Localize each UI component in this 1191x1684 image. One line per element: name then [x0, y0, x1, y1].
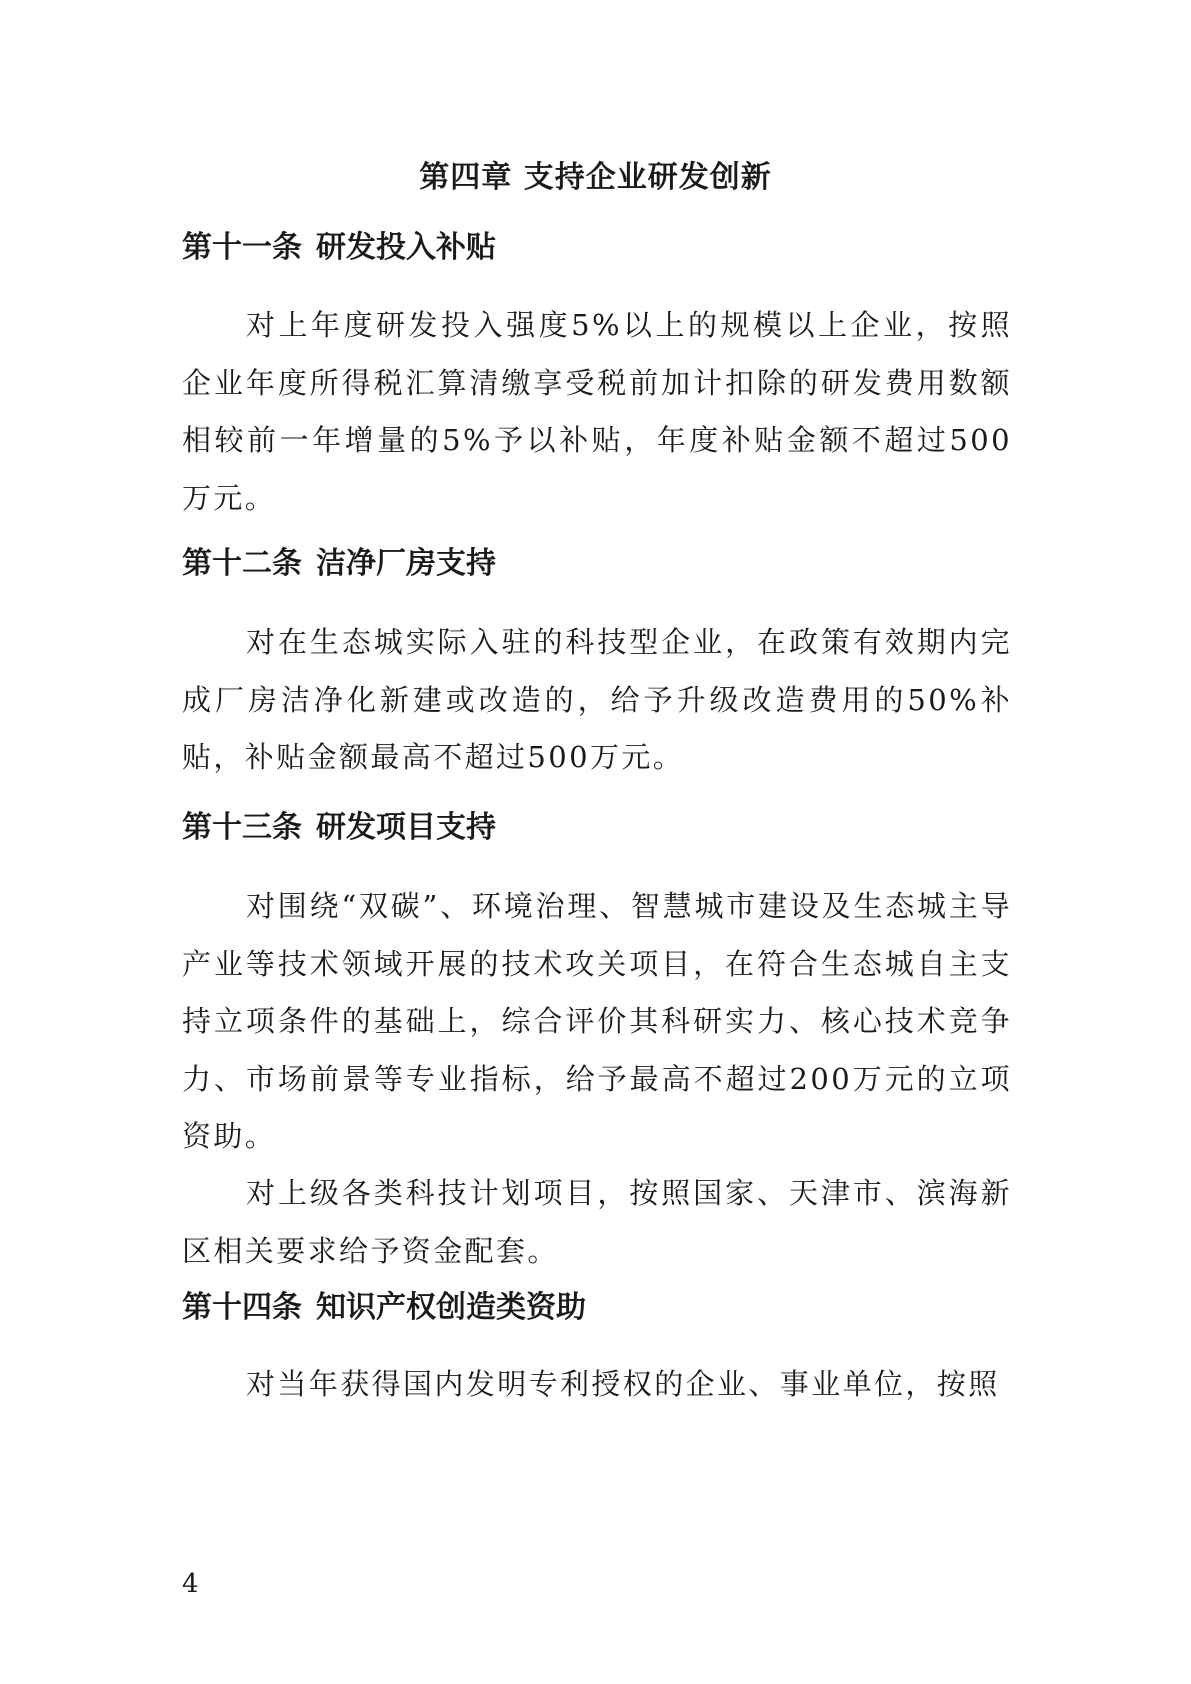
article-title: 洁净厂房支持 [316, 546, 496, 581]
article-number: 第十二条 [182, 546, 302, 581]
article-paragraph: 对围绕“双碳”、环境治理、智慧城市建设及生态城主导产业等技术领域开展的技术攻关项目，在符合生态城自主支持立项条件的基础上，综合评价其科研实力、核心技术竞争力、市场前景等专业指标，给予最高不超过200万元的立项资助。 [182, 889, 1012, 1153]
page-number: 4 [182, 1569, 199, 1599]
article-number: 第十三条 [182, 810, 302, 845]
article-heading [182, 544, 1012, 584]
article-heading [182, 1288, 1012, 1328]
chapter-title: 第四章 支持企业研发创新 [419, 160, 772, 195]
article-number: 第十一条 [182, 230, 302, 265]
article-number: 第十四条 [182, 1290, 302, 1325]
article-paragraph: 对当年获得国内发明专利授权的企业、事业单位，按照 [246, 1367, 1000, 1401]
article-title: 研发项目支持 [316, 810, 496, 845]
article-paragraph: 对上级各类科技计划项目，按照国家、天津市、滨海新区相关要求给予资金配套。 [182, 1176, 1012, 1268]
article-paragraph: 对上年度研发投入强度5%以上的规模以上企业，按照企业年度所得税汇算清缴享受税前加计扣除的研发费用数额相较前一年增量的5%予以补贴，年度补贴金额不超过500万元。 [182, 308, 1012, 515]
article-title: 知识产权创造类资助 [316, 1290, 586, 1325]
article-paragraph: 对在生态城实际入驻的科技型企业，在政策有效期内完成厂房洁净化新建或改造的，给予升级改造费用的50%补贴，补贴金额最高不超过500万元。 [182, 625, 1012, 774]
article-title: 研发投入补贴 [316, 230, 496, 265]
article-heading [182, 808, 1012, 848]
article-heading [182, 228, 1012, 268]
